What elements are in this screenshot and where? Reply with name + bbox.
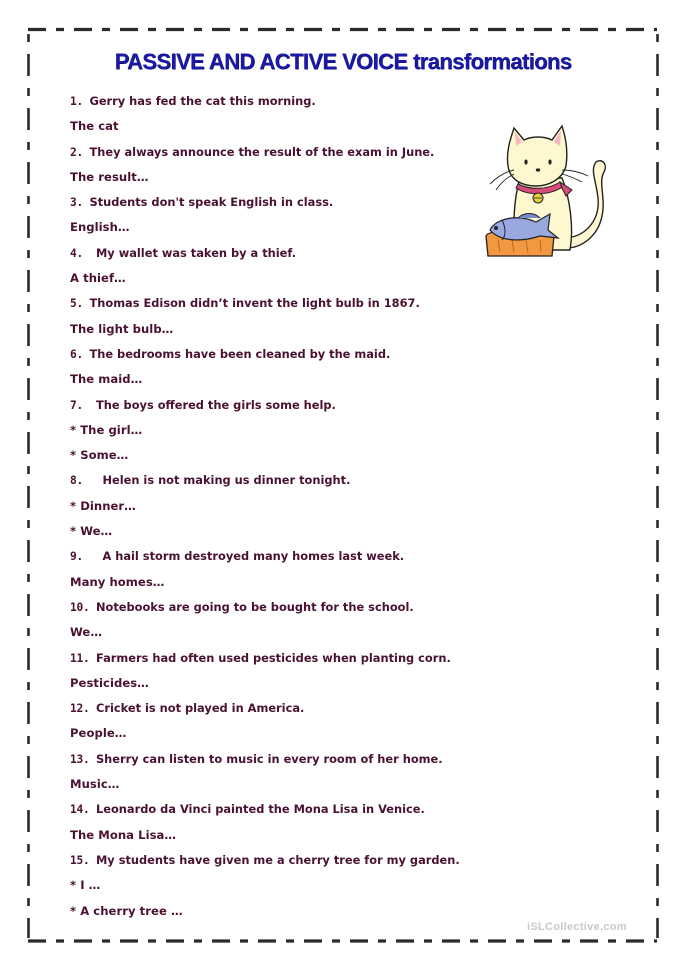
exercise-sentence: 2. They always announce the result of the exam in June. <box>70 144 435 159</box>
page-title <box>0 49 686 75</box>
answer-prompt: English… <box>70 220 130 235</box>
answer-prompt: A thief… <box>70 271 126 286</box>
exercise-sentence: 13. Sherry can listen to music in every room of her home. <box>70 751 443 766</box>
exercise-sentence: 12. Cricket is not played in America. <box>70 701 305 716</box>
answer-prompt: * The girl… <box>70 422 143 437</box>
answer-prompt: * I … <box>70 878 101 893</box>
exercise-sentence: 5. Thomas Edison didn’t invent the light bulb in 1867. <box>70 296 420 311</box>
exercise-sentence: 1. Gerry has fed the cat this morning. <box>70 94 316 108</box>
cat-with-fish-icon <box>478 118 608 258</box>
exercise-sentence: 4. My wallet was taken by a thief. <box>70 245 297 260</box>
exercise-sentence: 15. My students have given me a cherry tree for my garden. <box>70 852 460 867</box>
answer-prompt: We… <box>70 625 102 640</box>
exercise-sentence: 10. Notebooks are going to be bought for the school. <box>70 599 414 614</box>
exercise-sentence: 14. Leonardo da Vinci painted the Mona Lisa in Venice. <box>70 802 425 817</box>
exercise-list <box>70 92 490 927</box>
watermark: iSLCollective.com <box>527 921 627 933</box>
answer-prompt: Many homes… <box>70 574 165 589</box>
answer-prompt: Pesticides… <box>70 675 149 690</box>
answer-prompt: Music… <box>70 777 120 792</box>
exercise-sentence: 8. Helen is not making us dinner tonight. <box>70 473 351 488</box>
answer-prompt: * We… <box>70 524 113 539</box>
exercise-sentence: 7. The boys offered the girls some help. <box>70 397 336 412</box>
answer-prompt: The cat <box>70 119 119 134</box>
answer-prompt: The Mona Lisa… <box>70 827 177 842</box>
answer-prompt: The maid… <box>70 372 143 387</box>
answer-prompt: * Some… <box>70 448 129 463</box>
answer-prompt: * Dinner… <box>70 498 136 513</box>
exercise-sentence: 6. The bedrooms have been cleaned by the maid. <box>70 346 391 361</box>
answer-prompt: The result… <box>70 169 149 184</box>
title-sub: transformations <box>412 49 572 74</box>
exercise-sentence: 3. Students don't speak English in class. <box>70 195 334 210</box>
answer-prompt: * A cherry tree … <box>70 903 183 918</box>
exercise-sentence: 9. A hail storm destroyed many homes last week. <box>70 549 405 564</box>
answer-prompt: People… <box>70 726 127 741</box>
exercise-sentence: 11. Farmers had often used pesticides when planting corn. <box>70 650 451 665</box>
title-main: PASSIVE AND ACTIVE VOICE <box>114 49 408 74</box>
answer-prompt: The light bulb… <box>70 321 174 336</box>
